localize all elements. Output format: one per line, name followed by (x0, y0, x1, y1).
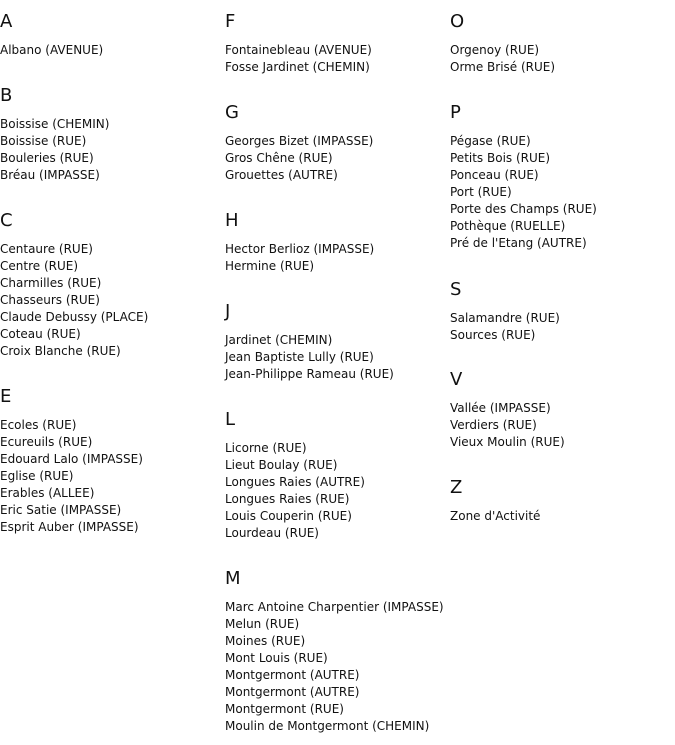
street-link[interactable]: Sources (RUE) (450, 328, 536, 342)
letter-heading: C (0, 210, 13, 231)
street-list-item (225, 616, 447, 633)
street-list-item (225, 701, 447, 718)
street-list (225, 332, 447, 383)
street-list (450, 133, 672, 252)
street-list-item (0, 468, 222, 485)
street-list-item (450, 167, 672, 184)
letter-heading: L (225, 409, 236, 430)
letter-heading: P (450, 102, 461, 123)
street-list-item (450, 133, 672, 150)
street-link[interactable]: Pré de l'Etang (AUTRE) (450, 236, 587, 250)
street-link[interactable]: Mont Louis (RUE) (225, 651, 328, 665)
street-list-item (0, 150, 222, 167)
street-list-item (450, 434, 672, 451)
letter-heading: A (0, 11, 13, 32)
street-link[interactable]: Port (RUE) (450, 185, 512, 199)
street-link[interactable]: Montgermont (RUE) (225, 702, 344, 716)
street-list-item (225, 440, 447, 457)
street-link[interactable]: Bréau (IMPASSE) (0, 168, 100, 182)
street-list-item (225, 491, 447, 508)
letter-group-o (450, 10, 672, 76)
street-link[interactable]: Lieut Boulay (RUE) (225, 458, 338, 472)
street-link[interactable]: Claude Debussy (PLACE) (0, 310, 149, 324)
street-link[interactable]: Ponceau (RUE) (450, 168, 539, 182)
street-list-item (0, 434, 222, 451)
street-list-item (450, 327, 672, 344)
letter-heading: F (225, 11, 236, 32)
street-list (450, 400, 672, 451)
street-link[interactable]: Orme Brisé (RUE) (450, 60, 556, 74)
letter-group-e (0, 385, 222, 536)
street-link[interactable]: Croix Blanche (RUE) (0, 344, 121, 358)
street-link[interactable]: Eric Satie (IMPASSE) (0, 503, 122, 517)
street-list (225, 241, 447, 275)
street-link[interactable]: Montgermont (AUTRE) (225, 668, 360, 682)
street-link[interactable]: Coteau (RUE) (0, 327, 81, 341)
street-link[interactable]: Lourdeau (RUE) (225, 526, 319, 540)
letter-heading: V (450, 369, 463, 390)
street-list (0, 417, 222, 536)
street-link[interactable]: Charmilles (RUE) (0, 276, 102, 290)
street-link[interactable]: Moulin de Montgermont (CHEMIN) (225, 719, 430, 733)
street-list-item (225, 42, 447, 59)
street-list-item (225, 332, 447, 349)
street-list-item (450, 235, 672, 252)
street-list (0, 42, 222, 59)
street-list-item (225, 150, 447, 167)
letter-group-p (450, 101, 672, 252)
street-link[interactable]: Boissise (RUE) (0, 134, 87, 148)
street-list-item (0, 485, 222, 502)
street-link[interactable]: Montgermont (AUTRE) (225, 685, 360, 699)
street-list-item (450, 218, 672, 235)
street-link[interactable]: Vieux Moulin (RUE) (450, 435, 565, 449)
street-list-item (225, 508, 447, 525)
letter-heading: E (0, 386, 12, 407)
letter-group-b (0, 84, 222, 184)
street-list-item (225, 633, 447, 650)
letter-group-v (450, 368, 672, 451)
street-list-item (450, 42, 672, 59)
street-list-item (225, 167, 447, 184)
letter-heading: M (225, 568, 241, 589)
street-list-item (0, 326, 222, 343)
street-link[interactable]: Pégase (RUE) (450, 134, 531, 148)
street-link[interactable]: Marc Antoine Charpentier (IMPASSE) (225, 600, 444, 614)
street-list-item (0, 292, 222, 309)
letter-group-g (225, 101, 447, 184)
letter-group-a (0, 10, 222, 59)
street-list-item (450, 59, 672, 76)
street-link[interactable]: Vallée (IMPASSE) (450, 401, 551, 415)
street-list (225, 440, 447, 542)
street-list (0, 241, 222, 360)
street-list-item (0, 417, 222, 434)
street-link[interactable]: Erables (ALLEE) (0, 486, 95, 500)
street-link[interactable]: Grouettes (AUTRE) (225, 168, 338, 182)
street-list (0, 116, 222, 184)
letter-heading: Z (450, 477, 463, 498)
street-link[interactable]: Salamandre (RUE) (450, 311, 560, 325)
street-list-item (0, 167, 222, 184)
street-link[interactable]: Moines (RUE) (225, 634, 306, 648)
street-link[interactable]: Longues Raies (RUE) (225, 492, 350, 506)
street-list-item (450, 201, 672, 218)
street-link[interactable]: Petits Bois (RUE) (450, 151, 551, 165)
street-list-item (225, 525, 447, 542)
street-link[interactable]: Centaure (RUE) (0, 242, 93, 256)
street-list-item (225, 59, 447, 76)
street-link[interactable]: Orgenoy (RUE) (450, 43, 540, 57)
street-list-item (0, 133, 222, 150)
street-list-item (225, 457, 447, 474)
letter-group-l (225, 408, 447, 542)
street-link[interactable]: Boissise (CHEMIN) (0, 117, 110, 131)
street-list-item (0, 343, 222, 360)
letter-heading: G (225, 102, 239, 123)
street-link[interactable]: Chasseurs (RUE) (0, 293, 100, 307)
street-list-item (225, 718, 447, 735)
street-list (225, 133, 447, 184)
street-link[interactable]: Albano (AVENUE) (0, 43, 104, 57)
street-list-item (225, 684, 447, 701)
letter-group-m (225, 567, 447, 735)
street-link[interactable]: Bouleries (RUE) (0, 151, 94, 165)
street-list-item (225, 349, 447, 366)
street-link[interactable]: Licorne (RUE) (225, 441, 307, 455)
street-link[interactable]: Louis Couperin (RUE) (225, 509, 352, 523)
street-link[interactable]: Jardinet (CHEMIN) (225, 333, 333, 347)
street-link[interactable]: Zone d'Activité (450, 509, 541, 523)
street-list-item (0, 42, 222, 59)
street-list-item (225, 241, 447, 258)
street-list-item (450, 508, 672, 525)
street-link[interactable]: Jean Baptiste Lully (RUE) (225, 350, 374, 364)
street-list-item (0, 502, 222, 519)
street-list-item (225, 650, 447, 667)
street-link[interactable]: Fontainebleau (AVENUE) (225, 43, 372, 57)
letter-heading: J (225, 301, 231, 322)
letter-heading: H (225, 210, 239, 231)
street-link[interactable]: Georges Bizet (IMPASSE) (225, 134, 374, 148)
letter-group-f (225, 10, 447, 76)
street-link[interactable]: Hermine (RUE) (225, 259, 315, 273)
street-link[interactable]: Gros Chêne (RUE) (225, 151, 333, 165)
street-list-item (0, 309, 222, 326)
street-link[interactable]: Edouard Lalo (IMPASSE) (0, 452, 143, 466)
street-list (225, 42, 447, 76)
street-link[interactable]: Porte des Champs (RUE) (450, 202, 597, 216)
street-link[interactable]: Centre (RUE) (0, 259, 79, 273)
street-list-item (450, 400, 672, 417)
street-link[interactable]: Esprit Auber (IMPASSE) (0, 520, 139, 534)
street-list-item (225, 366, 447, 383)
street-link[interactable]: Longues Raies (AUTRE) (225, 475, 365, 489)
letter-group-s (450, 278, 672, 344)
letter-group-c (0, 209, 222, 360)
letter-group-j (225, 300, 447, 383)
street-list (450, 42, 672, 76)
street-list (450, 508, 672, 525)
street-link[interactable]: Hector Berlioz (IMPASSE) (225, 242, 375, 256)
street-list-item (450, 310, 672, 327)
letter-heading: O (450, 11, 465, 32)
street-list-item (450, 184, 672, 201)
letter-heading: S (450, 279, 462, 300)
street-list-item (0, 241, 222, 258)
street-list-item (225, 474, 447, 491)
street-list-item (450, 150, 672, 167)
street-list-item (0, 258, 222, 275)
letter-group-h (225, 209, 447, 275)
street-list-item (225, 258, 447, 275)
street-list-item (0, 116, 222, 133)
street-link[interactable]: Pothèque (RUELLE) (450, 219, 566, 233)
street-list-item (0, 275, 222, 292)
street-link[interactable]: Ecureuils (RUE) (0, 435, 93, 449)
street-link[interactable]: Eglise (RUE) (0, 469, 74, 483)
street-link[interactable]: Jean-Philippe Rameau (RUE) (225, 367, 394, 381)
street-list-item (225, 133, 447, 150)
street-link[interactable]: Melun (RUE) (225, 617, 300, 631)
street-list-item (0, 451, 222, 468)
street-list-item (450, 417, 672, 434)
street-list-item (0, 519, 222, 536)
street-list-item (225, 667, 447, 684)
street-link[interactable]: Verdiers (RUE) (450, 418, 537, 432)
street-list-item (225, 599, 447, 616)
street-list (225, 599, 447, 735)
street-link[interactable]: Ecoles (RUE) (0, 418, 77, 432)
street-list (450, 310, 672, 344)
letter-heading: B (0, 85, 13, 106)
letter-group-z (450, 476, 672, 525)
street-link[interactable]: Fosse Jardinet (CHEMIN) (225, 60, 370, 74)
